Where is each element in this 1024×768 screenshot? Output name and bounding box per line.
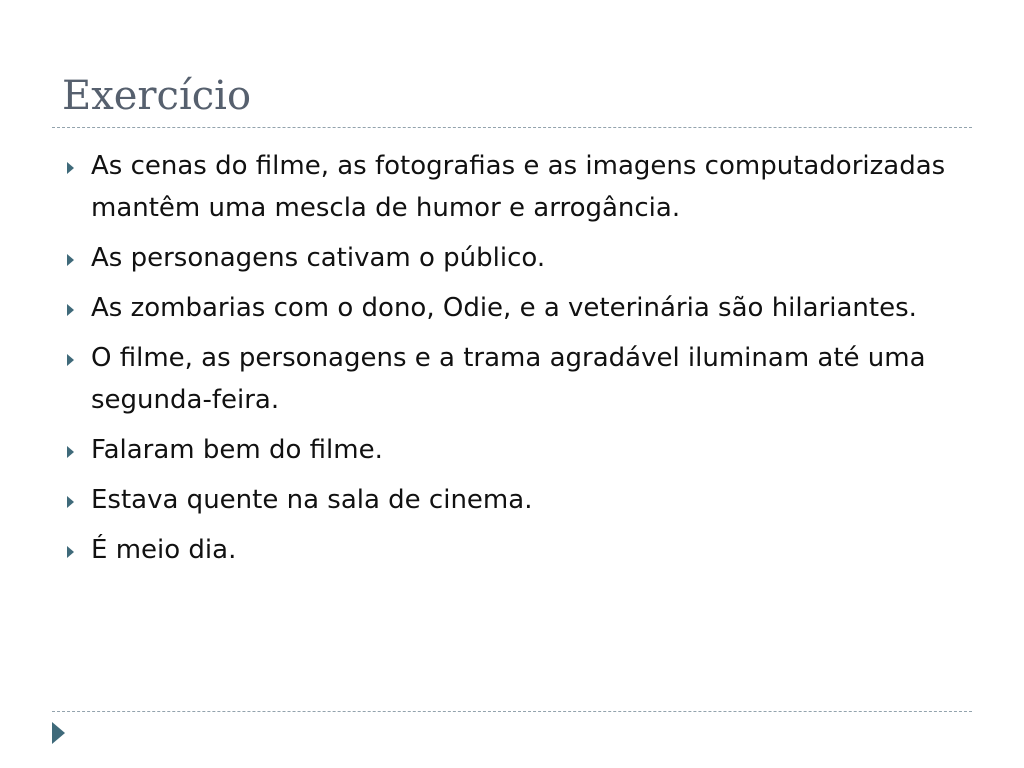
- triangle-right-icon: [67, 304, 74, 316]
- bullet-text: As zombarias com o dono, Odie, e a veterinária são hilariantes.: [91, 293, 917, 323]
- bullet-text: As cenas do filme, as fotografias e as imagens computadorizadas mantêm uma mescla de humor e arrogância.: [91, 151, 946, 223]
- footer-divider: [52, 711, 972, 712]
- bullet-text: Estava quente na sala de cinema.: [91, 485, 533, 515]
- bullet-list: [62, 145, 962, 579]
- bullet-text: As personagens cativam o público.: [91, 243, 546, 273]
- bullet-text: O filme, as personagens e a trama agradável iluminam até uma segunda-feira.: [91, 343, 926, 415]
- triangle-right-icon: [67, 446, 74, 458]
- slide-title: Exercício: [62, 73, 252, 119]
- bullet-item: [62, 479, 962, 521]
- bullet-text: É meio dia.: [91, 535, 237, 565]
- bullet-item: [62, 337, 962, 421]
- bullet-item: [62, 529, 962, 571]
- triangle-right-icon: [67, 546, 74, 558]
- bullet-item: [62, 287, 962, 329]
- triangle-right-icon: [67, 162, 74, 174]
- title-divider: [52, 127, 972, 128]
- bullet-item: [62, 429, 962, 471]
- next-slide-icon[interactable]: [52, 722, 65, 744]
- bullet-item: [62, 237, 962, 279]
- triangle-right-icon: [67, 354, 74, 366]
- triangle-right-icon: [67, 496, 74, 508]
- triangle-right-icon: [67, 254, 74, 266]
- bullet-item: [62, 145, 962, 229]
- bullet-text: Falaram bem do filme.: [91, 435, 383, 465]
